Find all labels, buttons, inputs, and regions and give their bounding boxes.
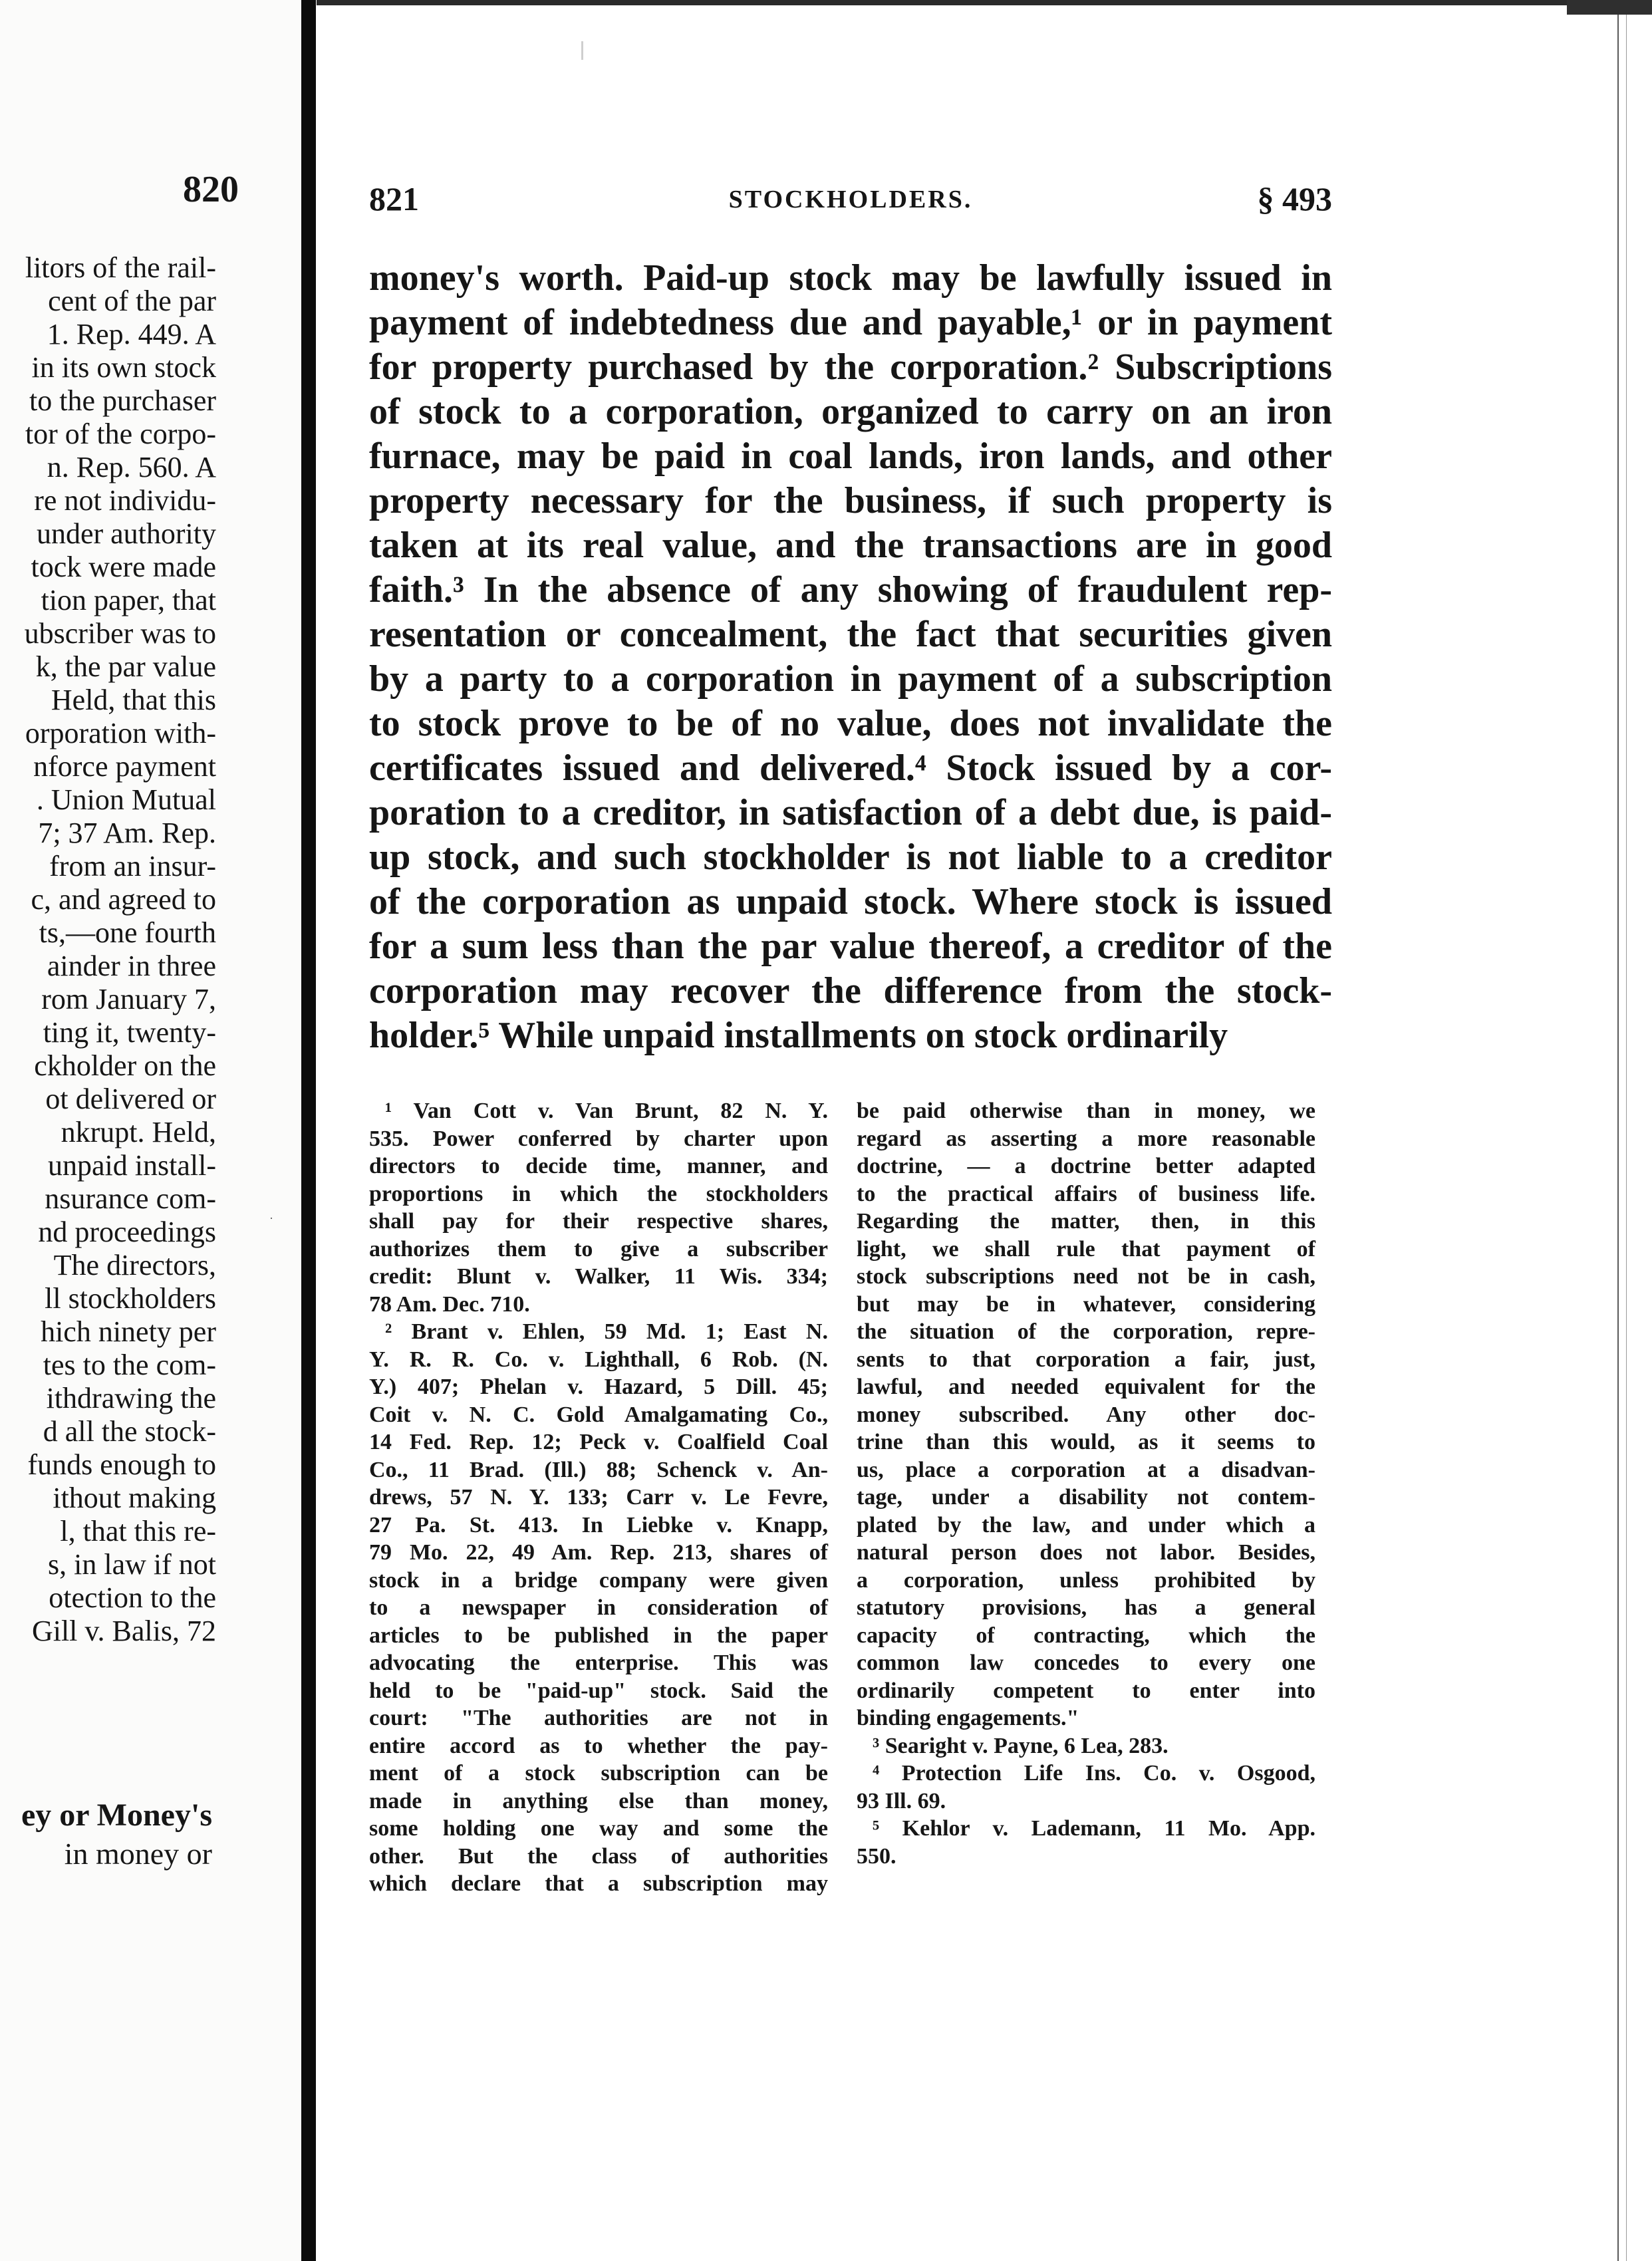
left-text-line: tion paper, that — [41, 584, 216, 616]
footnote-line: some holding one way and some the — [369, 1816, 828, 1841]
left-text-line: cent of the par — [48, 285, 216, 317]
left-text-line: ll stockholders — [45, 1282, 216, 1315]
footnote-line: 550. — [857, 1843, 896, 1869]
footnote-line: doctrine, — a doctrine better adapted — [857, 1154, 1315, 1178]
footnote-line: made in anything else than money, — [369, 1788, 828, 1813]
left-text-line: nd proceedings — [38, 1216, 216, 1248]
left-text-line: 1. Rep. 449. A — [47, 318, 216, 350]
left-text-line: l, that this re- — [60, 1515, 216, 1547]
left-section-heading-continued: in money or — [64, 1837, 212, 1871]
footnote-line: 79 Mo. 22, 49 Am. Rep. 213, shares of — [369, 1540, 828, 1565]
footnote-line: tage, under a disability not contem- — [857, 1485, 1315, 1510]
left-text-line: orporation with- — [25, 717, 216, 749]
running-title: STOCKHOLDERS. — [728, 186, 973, 213]
footnote-line: directors to decide time, manner, and — [369, 1154, 828, 1178]
footnote-line: ³ Searight v. Payne, 6 Lea, 283. — [873, 1733, 1169, 1758]
footnote-line: money subscribed. Any other doc- — [857, 1402, 1315, 1427]
page-fore-edge — [1617, 15, 1619, 2261]
footnote-line: 535. Power conferred by charter upon — [369, 1126, 828, 1151]
footnote-line: a corporation, unless prohibited by — [857, 1567, 1315, 1593]
left-text-line: Gill v. Balis, 72 — [31, 1615, 216, 1647]
left-text-line: nkrupt. Held, — [61, 1116, 216, 1148]
footnote-line: ⁴ Protection Life Ins. Co. v. Osgood, — [873, 1761, 1315, 1786]
scan-speck — [581, 41, 583, 60]
left-text-line: nsurance com- — [45, 1182, 216, 1215]
left-text-line: litors of the rail- — [25, 251, 216, 284]
body-line: taken at its real value, and the transactions are in good — [369, 525, 1332, 566]
footnote-line: capacity of contracting, which the — [857, 1623, 1315, 1648]
footnote-line: held to be "paid-up" stock. Said the — [369, 1678, 828, 1703]
left-page-text — [25, 251, 216, 1648]
footnote-line: ment of a stock subscription can be — [369, 1761, 828, 1786]
left-text-line: d all the stock- — [43, 1415, 216, 1448]
section-number: § 493 — [1257, 180, 1332, 217]
left-text-line: from an insur- — [49, 850, 216, 882]
left-text-line: c, and agreed to — [31, 883, 216, 916]
footnote-line: which declare that a subscription may — [369, 1871, 828, 1896]
footnote-line: light, we shall rule that payment of — [857, 1236, 1315, 1262]
footnote-line: be paid otherwise than in money, we — [857, 1099, 1315, 1123]
body-line: property necessary for the business, if such property is — [369, 480, 1332, 521]
footnote-line: advocating the enterprise. This was — [369, 1651, 828, 1675]
footnote-line: ² Brant v. Ehlen, 59 Md. 1; East N. — [385, 1319, 828, 1344]
left-text-line: nforce payment — [33, 750, 216, 783]
body-line: corporation may recover the difference from the stock- — [369, 970, 1332, 1011]
footnote-line: lawful, and needed equivalent for the — [857, 1375, 1315, 1399]
book-gutter — [301, 0, 316, 2261]
footnote-line: other. But the class of authorities — [369, 1843, 828, 1869]
left-text-line: ainder in three — [47, 950, 216, 982]
page-fore-edge-inner — [1626, 15, 1627, 2261]
footnote-line: Regarding the matter, then, in this — [857, 1209, 1315, 1234]
body-line: for a sum less than the par value thereof, a creditor of the — [369, 926, 1332, 967]
footnote-line: Y. R. R. Co. v. Lighthall, 6 Rob. (N. — [369, 1347, 828, 1372]
left-text-line: ting it, twenty- — [43, 1016, 216, 1049]
left-text-line: 7; 37 Am. Rep. — [38, 817, 216, 849]
footnote-line: Co., 11 Brad. (Ill.) 88; Schenck v. An- — [369, 1457, 828, 1482]
body-paragraph — [369, 256, 1332, 1058]
footnote-line: plated by the law, and under which a — [857, 1512, 1315, 1537]
left-text-line: re not individu- — [34, 484, 216, 517]
footnote-line: stock subscriptions need not be in cash, — [857, 1264, 1315, 1289]
left-text-line: otection to the — [49, 1581, 216, 1614]
body-line: certificates issued and delivered.⁴ Stock issued by a cor- — [369, 747, 1332, 789]
body-line: of stock to a corporation, organized to carry on an iron — [369, 391, 1332, 432]
footnote-line: common law concedes to every one — [857, 1651, 1315, 1675]
left-text-line: in its own stock — [31, 351, 216, 384]
left-text-line: to the purchaser — [29, 384, 216, 417]
body-line: up stock, and such stockholder is not liable to a creditor — [369, 837, 1332, 878]
left-text-line: ckholder on the — [34, 1049, 216, 1082]
footnote-line: shall pay for their respective shares, — [369, 1209, 828, 1234]
body-line: of the corporation as unpaid stock. Where stock is issued — [369, 881, 1332, 922]
footnote-line: credit: Blunt v. Walker, 11 Wis. 334; — [369, 1264, 828, 1289]
left-text-line: ts,—one fourth — [39, 916, 216, 949]
left-text-line: ubscriber was to — [24, 617, 216, 650]
left-text-line: rom January 7, — [41, 983, 216, 1015]
left-text-line: tock were made — [31, 551, 216, 583]
footnote-line: articles to be published in the paper — [369, 1623, 828, 1648]
left-text-line: k, the par value — [35, 650, 216, 683]
footnote-line: ordinarily competent to enter into — [857, 1678, 1315, 1703]
footnote-line: Y.) 407; Phelan v. Hazard, 5 Dill. 45; — [369, 1375, 828, 1399]
page-top-edge — [1567, 0, 1652, 15]
body-line: furnace, may be paid in coal lands, iron lands, and other — [369, 436, 1332, 477]
left-text-line: . Union Mutual — [36, 783, 216, 816]
body-line: poration to a creditor, in satisfaction of a debt due, is paid- — [369, 792, 1332, 833]
scan-speck: · — [269, 1212, 273, 1225]
left-text-line: unpaid install- — [48, 1149, 216, 1182]
left-text-line: s, in law if not — [48, 1548, 216, 1581]
footnote-line: us, place a corporation at a disadvan- — [857, 1457, 1315, 1482]
left-text-line: ot delivered or — [45, 1083, 216, 1115]
footnote-line: ¹ Van Cott v. Van Brunt, 82 N. Y. — [385, 1099, 828, 1123]
footnote-line: entire accord as to whether the pay- — [369, 1733, 828, 1758]
left-text-line: funds enough to — [27, 1448, 216, 1481]
footnote-line: 14 Fed. Rep. 12; Peck v. Coalfield Coal — [369, 1430, 828, 1454]
footnote-line: 93 Ill. 69. — [857, 1788, 946, 1813]
footnote-line: stock in a bridge company were given — [369, 1567, 828, 1593]
footnote-line: statutory provisions, has a general — [857, 1595, 1315, 1620]
body-line: to stock prove to be of no value, does not invalidate the — [369, 703, 1332, 744]
footnote-line: trine than this would, as it seems to — [857, 1430, 1315, 1454]
footnote-line: authorizes them to give a subscriber — [369, 1236, 828, 1262]
body-line: faith.³ In the absence of any showing of fraudulent rep- — [369, 569, 1332, 610]
body-line: resentation or concealment, the fact that securities given — [369, 614, 1332, 655]
left-text-line: tes to the com- — [43, 1349, 216, 1381]
footnote-line: natural person does not labor. Besides, — [857, 1540, 1315, 1565]
left-text-line: under authority — [36, 517, 216, 550]
body-line: payment of indebtedness due and payable,¹ or in payment — [369, 302, 1332, 343]
page-number: 821 — [369, 180, 419, 217]
footnote-line: to a newspaper in consideration of — [369, 1595, 828, 1620]
footnote-line: but may be in whatever, considering — [857, 1291, 1315, 1317]
footnotes-right-column — [857, 1097, 1315, 1870]
body-line: money's worth. Paid-up stock may be lawfully issued in — [369, 257, 1332, 299]
running-head — [369, 180, 1332, 226]
left-text-line: hich ninety per — [41, 1315, 216, 1348]
footnote-line: 27 Pa. St. 413. In Liebke v. Knapp, — [369, 1512, 828, 1537]
footnote-line: 78 Am. Dec. 710. — [369, 1291, 530, 1317]
footnote-line: regard as asserting a more reasonable — [857, 1126, 1315, 1151]
footnotes-left-column — [369, 1097, 828, 1898]
left-text-line: The directors, — [53, 1249, 216, 1281]
body-line: for property purchased by the corporation.² Subscriptions — [369, 346, 1332, 388]
footnote-line: binding engagements." — [857, 1706, 1079, 1730]
body-line: by a party to a corporation in payment of a subscription — [369, 658, 1332, 700]
left-text-line: ithdrawing the — [46, 1382, 216, 1414]
body-line: holder.⁵ While unpaid installments on stock ordinarily — [369, 1015, 1228, 1056]
left-text-line: n. Rep. 560. A — [47, 451, 216, 483]
footnote-line: to the practical affairs of business life. — [857, 1181, 1315, 1206]
left-text-line: Held, that this — [51, 684, 216, 716]
footnote-line: drews, 57 N. Y. 133; Carr v. Le Fevre, — [369, 1485, 828, 1510]
left-text-line: ithout making — [53, 1482, 216, 1514]
footnote-line: the situation of the corporation, repre- — [857, 1319, 1315, 1344]
left-section-heading: ey or Money's — [21, 1797, 212, 1833]
footnote-line: ⁵ Kehlor v. Lademann, 11 Mo. App. — [873, 1816, 1315, 1841]
footnote-line: court: "The authorities are not in — [369, 1706, 828, 1730]
footnote-line: proportions in which the stockholders — [369, 1181, 828, 1206]
footnote-line: sents to that corporation a fair, just, — [857, 1347, 1315, 1372]
left-page-number: 820 — [183, 169, 239, 210]
left-page-fragment — [0, 0, 301, 2261]
left-text-line: tor of the corpo- — [25, 418, 216, 450]
footnote-line: Coit v. N. C. Gold Amalgamating Co., — [369, 1402, 828, 1427]
